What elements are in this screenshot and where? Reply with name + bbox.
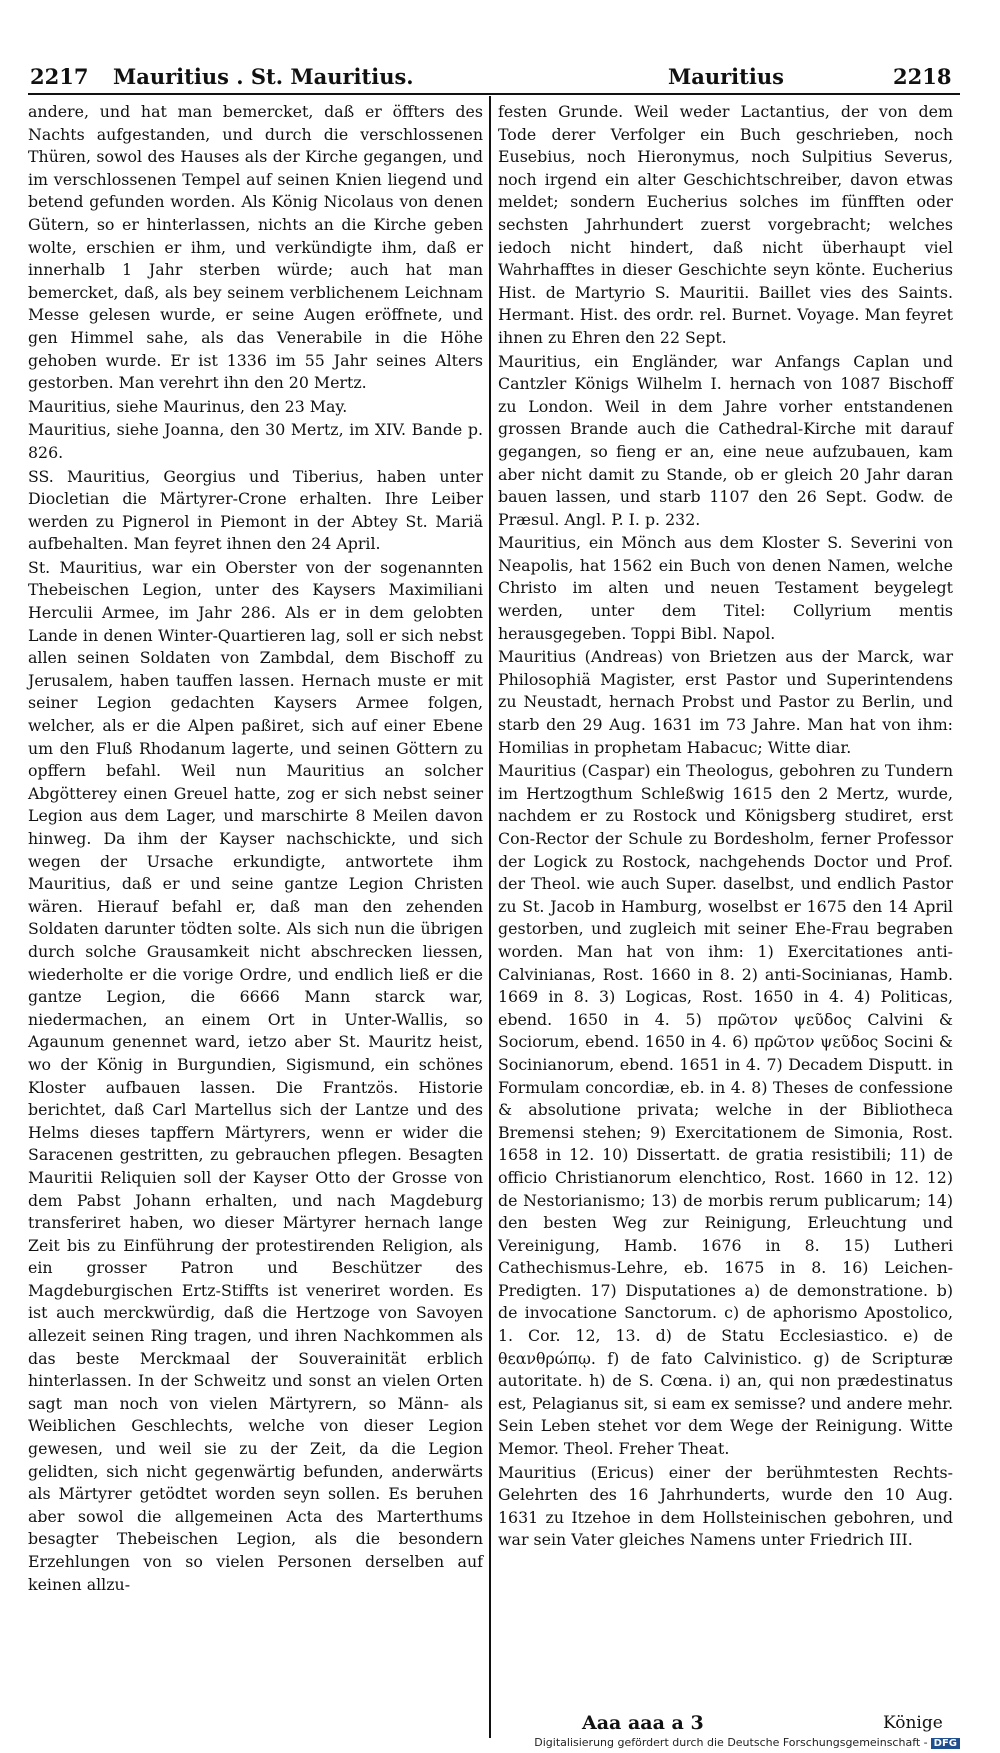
right-column (498, 100, 953, 1552)
paragraph: Mauritius, siehe Joanna, den 30 Mertz, im XIV. Bande p. 826. (28, 420, 483, 462)
digitization-footer (534, 1736, 960, 1749)
page-number-left: 2217 (30, 64, 89, 89)
page-number-right: 2218 (893, 64, 952, 89)
paragraph: Mauritius (Caspar) ein Theologus, gebohren zu Tundern im Hertzogthum Schleßwig 1615 den 2 Mertz, wurde, nachdem er zu Rostock und Königsberg studiret, erst Con-Rector der Schule zu Bordesholm, ferner Professor der Logick zu Rostock, nachgehends Doctor und Prof. der Theol. wie auch Super. daselbst, und endlich Pastor zu St. Jacob in Hamburg, woselbst er 1675 den 14 April gestorben, und zugleich mit seiner Ehe-Frau begraben worden. Man hat von ihm: 1) Exercitationes anti-Calvinianas, Rost. 1660 in 8. 2) anti-Socinianas, Hamb. 1669 in 8. 3) Logicas, Rost. 1650 in 4. 4) Politicas, ebend. 1650 in 4. 5) πρῶτον ψεῦδος Calvini & Sociorum, ebend. 1650 in 4. 6) πρῶτον ψεῦδος Socini & Socinianorum, ebend. 1651 in 4. 7) Decadem Disputt. in Formulam concordiæ, eb. in 4. 8) Theses de confessione & absolutione privata; welche in der Bibliotheca Bremensi stehen; 9) Exercitationem de Simonia, Rost. 1658 in 12. 10) Dissertatt. de gratia resistibili; 11) de officio Christianorum elenchtico, Rost. 1660 in 12. 12) de Nestorianismo; 13) de morbis rerum publicarum; 14) den besten Weg zur Reinigung, Erleuchtung und Vereinigung, Hamb. 1676 in 8. 15) Lutheri Cathechismus-Lehre, eb. 1675 in 8. 16) Leichen-Predigten. 17) Disputationes a) de demonstratione. b) de invocatione Sanctorum. c) de aphorismo Apostolico, 1. Cor. 12, 13. d) de Statu Ecclesiastico. e) de θεανθρώπῳ. f) de fato Calvinistico. g) de Scripturæ autoritate. h) de S. Cœna. i) an, qui non prædestinatus est, Pelagianus sit, si eam ex semisse? und andere mehr. Sein Leben stehet vor dem Wege der Reinigung. Witte Memor. Theol. Freher Theat. (498, 761, 953, 1459)
paragraph: Mauritius, ein Mönch aus dem Kloster S. Severini von Neapolis, hat 1562 ein Buch von denen Namen, welche Christo im alten und neuen Testament beygelegt werden, unter dem Titel: Collyrium mentis herausgegeben. Toppi Bibl. Napol. (498, 533, 953, 643)
paragraph: St. Mauritius, war ein Oberster von der sogenannten Thebeischen Legion, unter des Kaysers Maximiliani Herculii Armee, im Jahr 286. Als er in dem gelobten Lande in denen Winter-Quartieren lag, soll er sich nebst allen seinen Soldaten von Zambdal, dem Bischoff zu Jerusalem, haben tauffen lassen. Hernach muste er mit seiner Legion gedachten Kaysers Armee folgen, welcher, als er die Alpen paßiret, sich auf einer Ebene um den Fluß Rhodanum lagerte, und seinen Göttern zu opffern befahl. Weil nun Mauritius an solcher Abgötterey einen Greuel hatte, zog er sich nebst seiner Legion aus dem Lager, und marschirte 8 Meilen davon hinweg. Da ihm der Kayser nachschickte, und sich wegen der Ursache erkundigte, antwortete ihm Mauritius, daß er und seine gantze Legion Christen wären. Hierauf befahl er, daß man den zehenden Soldaten darunter tödten solte. Als sich nun die übrigen durch solche Grausamkeit nicht abschrecken liessen, wiederholte er die vorige Ordre, und endlich ließ er die gantze Legion, die 6666 Mann starck war, niedermachen, an einem Ort in Unter-Wallis, so Agaunum genennet ward, ietzo aber St. Mauritz heist, wo der König in Burgundien, Sigismund, ein schönes Kloster aufbauen lassen. Die Frantzös. Historie berichtet, daß Carl Martellus sich der Lantze und des Helms dieses tapffern Märtyrers, wenn er wider die Saracenen gestritten, zu gebrauchen pflegen. Besagten Mauritii Reliquien soll der Kayser Otto der Grosse von dem Pabst Johann erhalten, und nach Magdeburg transferiret haben, wo dieser Märtyrer hernach lange Zeit bis zu Einführung der protestirenden Religion, als ein grosser Patron und Beschützer des Magdeburgischen Ertz-Stiffts ist veneriret worden. Es ist auch merckwürdig, daß die Hertzoge von Savoyen allezeit seinen Ring tragen, und ihren Nachkommen als das beste Merckmaal der Souverainität erblich hinterlassen. In der Schweitz und sonst an vielen Orten sagt man noch von vielen Märtyrern, so Männ- als Weiblichen Geschlechts, welche von dieser Legion gewesen, und weil sie zu der Zeit, da die Legion gelidten, sich nicht gegenwärtig befunden, anderwärts als Märtyrer getödtet worden seyn sollen. Es beruhen aber sowol die allgemeinen Acta des Marterthums besagter Thebeischen Legion, als die besondern Erzehlungen von so vielen Personen derselben auf keinen allzu- (28, 557, 483, 1594)
running-head-right: Mauritius (668, 64, 784, 89)
signature-mark: Aaa aaa a 3 (582, 1712, 704, 1734)
paragraph: Mauritius, siehe Maurinus, den 23 May. (28, 396, 348, 416)
dfg-logo: DFG (931, 1738, 960, 1749)
footer-text: Digitalisierung gefördert durch die Deutsche Forschungsgemeinschaft - (534, 1736, 928, 1749)
paragraph: festen Grunde. Weil weder Lactantius, der von dem Tode derer Verfolger ein Buch geschrieben, noch Eusebius, noch Hieronymus, noch Sulpitius Severus, noch irgend ein alter Geschichtschreiber, davon etwas meldet; sondern Eucherius solches im fünfften oder sechsten Jahrhundert zuerst vorgebracht; welches iedoch nicht hindert, daß nicht überhaupt viel Wahrhafftes in dieser Geschichte seyn könte. Eucherius Hist. de Martyrio S. Mauritii. Baillet vies des Saints. Hermant. Hist. des ordr. rel. Burnet. Voyage. Man feyret ihnen zu Ehren den 22 Sept. (498, 102, 953, 347)
paragraph: SS. Mauritius, Georgius und Tiberius, haben unter Diocletian die Märtyrer-Crone erhalten. Ihre Leiber werden zu Pignerol in Piemont in der Abtey St. Mariä aufbehalten. Man feyret ihnen den 24 April. (28, 466, 483, 554)
left-column (28, 100, 483, 1596)
paragraph: andere, und hat man bemercket, daß er öffters des Nachts aufgestanden, und durch die verschlossenen Thüren, sowol des Hauses als der Kirche gegangen, und im verschlossenen Tempel auf seinen Knien liegend und betend gefunden worden. Als König Nicolaus von denen Gütern, so er hinterlassen, nichts an die Kirche geben wolte, erschien er ihm, und verkündigte ihm, daß er innerhalb 1 Jahr sterben würde; auch hat man bemercket, daß, als bey seinem verblichenem Leichnam Messe gelesen wurde, er seine Augen eröffnete, und gen Himmel sahe, als das Venerabile in die Höhe gehoben wurde. Er ist 1336 im 55 Jahr seines Alters gestorben. Man verehrt ihn den 20 Mertz. (28, 102, 483, 393)
header-rule (28, 93, 960, 95)
catchword: Könige (883, 1713, 943, 1733)
paragraph: Mauritius, ein Engländer, war Anfangs Caplan und Cantzler Königs Wilhelm I. hernach von 1087 Bischoff zu London. Weil in dem Jahre vorher entstandenen grossen Brande auch die Cathedral-Kirche mit darauf gegangen, so fieng er an, eine neue aufzubauen, kam aber nicht damit zu Stande, ob er gleich 20 Jahr daran bauen lassen, und starb 1107 den 26 Sept. Godw. de Præsul. Angl. P. I. p. 232. (498, 351, 953, 529)
paragraph: Mauritius (Ericus) einer der berühmtesten Rechts-Gelehrten des 16 Jahrhunderts, wurde den 10 Aug. 1631 zu Itzehoe in dem Hollsteinischen gebohren, und war sein Vater gleiches Namens unter Friedrich III. (498, 1462, 953, 1550)
column-divider (489, 96, 491, 1738)
running-head-left: Mauritius . St. Mauritius. (113, 64, 414, 89)
paragraph: Mauritius (Andreas) von Brietzen aus der Marck, war Philosophiä Magister, erst Pastor und Superintendens zu Neustadt, hernach Probst und Pastor zu Berlin, und starb den 29 Aug. 1631 im 73 Jahre. Man hat von ihm: Homilias in prophetam Habacuc; Witte diar. (498, 647, 953, 757)
